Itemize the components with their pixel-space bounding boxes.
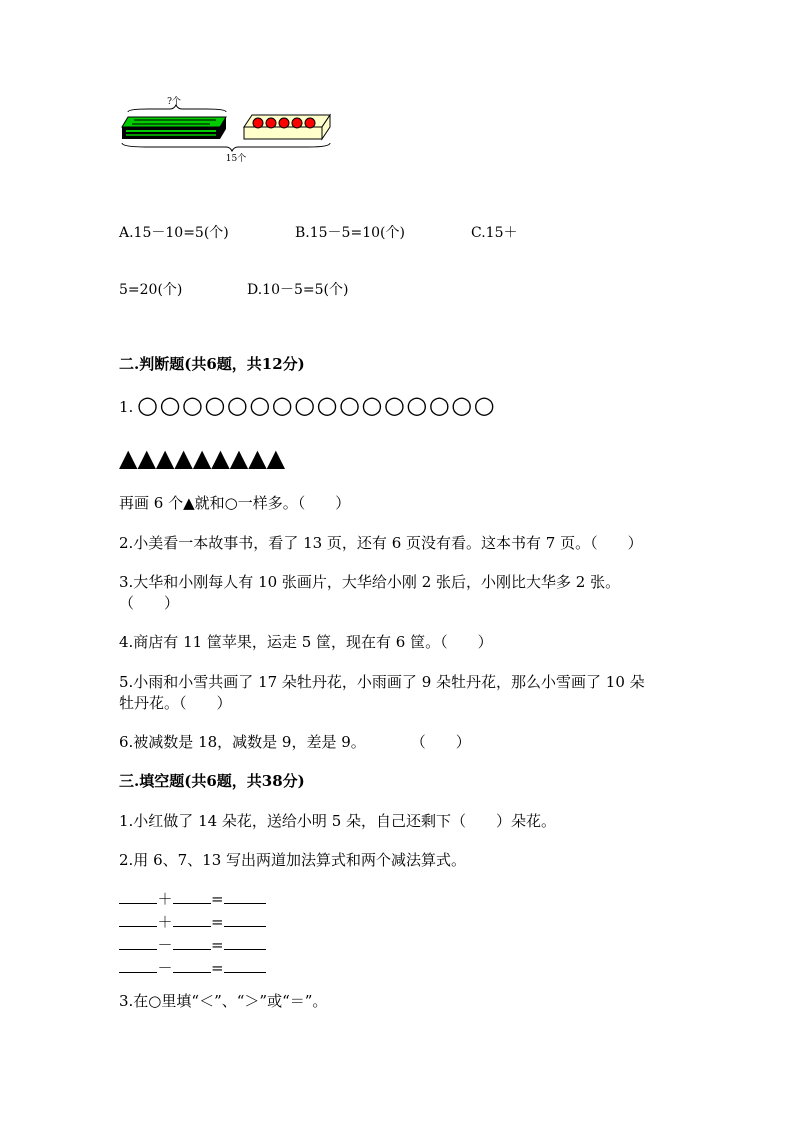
q1-triangles: ▲▲▲▲▲▲▲▲▲ xyxy=(119,444,286,472)
equals-sign: = xyxy=(211,959,224,977)
red-ball xyxy=(305,118,315,128)
q5-text-line1: 5.小雨和小雪共画了 17 朵牡丹花，小雨画了 9 朵牡丹花，那么小雪画了 10 朵 xyxy=(119,673,645,691)
operator: ＋ xyxy=(157,890,173,908)
answer-blank[interactable] xyxy=(119,888,157,904)
q6-text: 6.被减数是 18，减数是 9，差是 9。 （ ） xyxy=(119,733,471,751)
equation-row xyxy=(119,957,266,980)
equals-sign: = xyxy=(211,936,224,954)
red-ball xyxy=(253,118,263,128)
q3-text-line2: （ ） xyxy=(119,594,180,612)
equation-row xyxy=(119,934,266,957)
answer-blank[interactable] xyxy=(224,888,266,904)
answer-blank[interactable] xyxy=(173,888,211,904)
figure-svg xyxy=(118,95,338,167)
option-c: C.15＋ xyxy=(471,225,518,241)
q5-text-line2: 牡丹花。（ ） xyxy=(119,694,232,712)
q2-text: 2.小美看一本故事书，看了 13 页，还有 6 页没有看。这本书有 7 页。（ ） xyxy=(119,534,643,552)
answer-blank[interactable] xyxy=(173,934,211,950)
answer-blank[interactable] xyxy=(119,957,157,973)
bottom-label: 15个 xyxy=(225,154,247,164)
equation-blanks xyxy=(119,888,266,980)
operator: ＋ xyxy=(157,913,173,931)
green-box-front xyxy=(122,127,220,139)
answer-blank[interactable] xyxy=(224,934,266,950)
red-ball xyxy=(292,118,302,128)
option-b: B.15－5=10(个) xyxy=(295,225,405,241)
answer-blank[interactable] xyxy=(224,957,266,973)
section3-title: 三.填空题(共6题，共38分) xyxy=(119,772,305,790)
answer-blank[interactable] xyxy=(119,911,157,927)
option-c-cont: 5=20(个) xyxy=(119,282,183,298)
q1-circles: ○○○○○○○○○○○○○○○○ xyxy=(137,391,497,419)
answer-blank[interactable] xyxy=(173,957,211,973)
green-box-top xyxy=(122,117,226,127)
equation-row xyxy=(119,911,266,934)
answer-blank[interactable] xyxy=(224,911,266,927)
equals-sign: = xyxy=(211,913,224,931)
q1-text: 再画 6 个▲就和○一样多。（ ） xyxy=(119,494,351,512)
top-label: ?个 xyxy=(167,97,181,107)
red-ball xyxy=(279,118,289,128)
operator: － xyxy=(157,936,173,954)
option-d: D.10－5=5(个) xyxy=(247,282,349,298)
cream-box-front xyxy=(244,127,322,139)
answer-blank[interactable] xyxy=(173,911,211,927)
q1-number: 1. xyxy=(119,398,134,416)
equals-sign: = xyxy=(211,890,224,908)
red-ball xyxy=(266,118,276,128)
counting-figure xyxy=(118,95,338,171)
s3-q3-text: 3.在○里填“＜”、“＞”或“＝”。 xyxy=(119,992,328,1010)
q4-text: 4.商店有 11 筐苹果，运走 5 筐，现在有 6 筐。（ ） xyxy=(119,633,493,651)
equation-row xyxy=(119,888,266,911)
q3-text-line1: 3.大华和小刚每人有 10 张画片，大华给小刚 2 张后，小刚比大华多 2 张。 xyxy=(119,573,621,591)
section2-title: 二.判断题(共6题，共12分) xyxy=(119,355,305,373)
bottom-brace xyxy=(122,143,330,151)
s3-q1-text: 1.小红做了 14 朵花，送给小明 5 朵，自己还剩下（ ）朵花。 xyxy=(119,812,557,830)
s3-q2-text: 2.用 6、7、13 写出两道加法算式和两个减法算式。 xyxy=(119,851,467,869)
answer-blank[interactable] xyxy=(119,934,157,950)
option-a: A.15－10=5(个) xyxy=(119,225,229,241)
operator: － xyxy=(157,959,173,977)
